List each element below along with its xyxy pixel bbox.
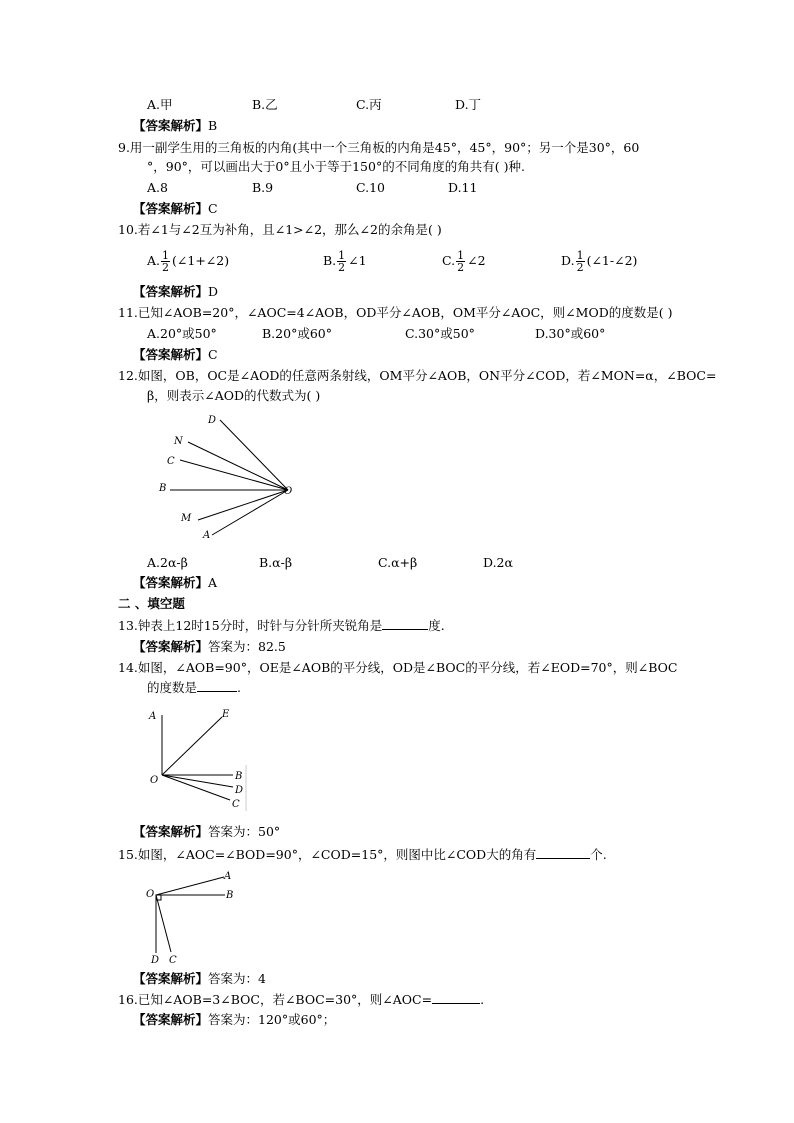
option-expr: (∠1-∠2) xyxy=(586,253,638,268)
ray-oe xyxy=(162,717,222,775)
ray-oa xyxy=(156,877,224,895)
answer-label: 【答案解析】 xyxy=(133,201,209,216)
label-d: D xyxy=(208,415,217,426)
label-o: O xyxy=(150,775,159,786)
answer-blank xyxy=(536,858,590,859)
fraction xyxy=(456,250,465,273)
option-letter: D. xyxy=(561,253,575,268)
label-o: O xyxy=(284,486,293,497)
q14-line1: 14.如图，∠AOB=90°，OE是∠AOB的平分线，OD是∠BOC的平分线，若∠EOD=70°，则∠BOC xyxy=(118,660,678,675)
answer-value: C xyxy=(208,347,218,362)
fraction-denominator: 2 xyxy=(338,261,346,274)
answer-label: 【答案解析】 xyxy=(133,347,209,362)
q10-option-a xyxy=(147,246,229,276)
ray-oc xyxy=(162,775,230,800)
label-c: C xyxy=(169,955,177,965)
answer-label: 【答案解析】 xyxy=(133,1012,209,1027)
label-d: D xyxy=(235,785,244,796)
answer-label: 【答案解析】 xyxy=(133,284,209,299)
answer-label: 【答案解析】 xyxy=(133,824,209,839)
label-b: B xyxy=(226,890,234,901)
q13-text-end: 度. xyxy=(428,618,445,633)
q10-option-c xyxy=(442,246,486,276)
q8-option-d: D.丁 xyxy=(455,97,482,112)
label-a: A xyxy=(203,530,211,541)
q11-answer xyxy=(133,347,218,363)
section-title: 二 、填空题 xyxy=(118,596,185,611)
q15-text-end: 个. xyxy=(590,847,607,862)
option-letter: A. xyxy=(147,253,161,268)
q9-line1: 9.用一副学生用的三角板的内角(其中一个三角板的内角是45°，45°，90°；另一个是30°，60 xyxy=(118,140,640,155)
q12-option-c: C.α+β xyxy=(378,555,418,570)
q16-text: 16.已知∠AOB=3∠BOC，若∠BOC=30°，则∠AOC= xyxy=(118,992,433,1007)
label-a: A xyxy=(149,711,157,722)
label-d: D xyxy=(151,955,160,965)
answer-value: C xyxy=(208,201,218,216)
q8-answer xyxy=(133,118,217,134)
fraction-numerator: 1 xyxy=(457,249,465,262)
answer-blank xyxy=(382,629,428,630)
q15-question xyxy=(118,847,607,863)
q8-option-c: C.丙 xyxy=(356,97,382,112)
q14-answer xyxy=(133,824,280,840)
label-e: E xyxy=(222,709,230,720)
ray-od xyxy=(162,775,233,787)
option-letter: C. xyxy=(442,253,456,268)
ray-od xyxy=(220,420,288,490)
ray-om xyxy=(198,490,288,520)
q11-option-b: B.20°或60° xyxy=(262,326,332,341)
label-m: M xyxy=(181,513,192,524)
answer-value: A xyxy=(208,575,218,590)
q11-question: 11.已知∠AOB=20°，∠AOC=4∠AOB，OD平分∠AOB，OM平分∠AOC，则∠MOD的度数是( ) xyxy=(118,305,673,320)
q13-answer xyxy=(133,639,286,655)
option-expr: ∠1 xyxy=(348,253,367,268)
q8-option-b: B.乙 xyxy=(252,97,278,112)
q11-option-c: C.30°或50° xyxy=(405,326,475,341)
answer-value: 答案为：4 xyxy=(208,971,266,986)
q16-question xyxy=(118,992,484,1008)
answer-label: 【答案解析】 xyxy=(133,971,209,986)
q12-option-a: A.2α-β xyxy=(147,555,188,570)
fraction xyxy=(161,250,170,273)
q15-answer xyxy=(133,971,266,987)
fraction-numerator: 1 xyxy=(338,249,346,262)
q9-option-c: C.10 xyxy=(356,180,385,195)
answer-value: B xyxy=(208,118,218,133)
q9-line2: °，90°，可以画出大于0°且小于等于150°的不同角度的角共有( )种. xyxy=(147,159,525,174)
q16-answer xyxy=(133,1012,335,1028)
fraction-numerator: 1 xyxy=(576,249,584,262)
q11-option-a: A.20°或50° xyxy=(147,326,217,341)
q9-answer xyxy=(133,201,218,217)
answer-value: 答案为：120°或60°； xyxy=(208,1012,336,1027)
q16-text-end: . xyxy=(480,992,485,1007)
q12-option-d: D.2α xyxy=(483,555,513,570)
label-b: B xyxy=(159,483,167,494)
q13-question xyxy=(118,618,445,634)
fraction xyxy=(337,250,346,273)
q10-answer xyxy=(133,284,218,300)
q15-text: 15.如图，∠AOC=∠BOD=90°，∠COD=15°，则图中比∠COD大的角有 xyxy=(118,847,537,862)
q14-text-end: . xyxy=(237,680,241,695)
answer-blank xyxy=(197,691,237,692)
label-n: N xyxy=(174,436,183,447)
answer-value: D xyxy=(208,284,219,299)
q12-answer xyxy=(133,575,217,591)
fraction-denominator: 2 xyxy=(576,261,584,274)
label-c: C xyxy=(232,799,240,810)
answer-value: 答案为：50° xyxy=(208,824,281,839)
q9-option-b: B.9 xyxy=(252,180,274,195)
q15-figure xyxy=(140,867,245,965)
q11-option-d: D.30°或60° xyxy=(535,326,606,341)
q12-line2: β，则表示∠AOD的代数式为( ) xyxy=(147,388,321,403)
q14-line2 xyxy=(147,680,241,696)
q12-figure xyxy=(150,410,310,545)
label-c: C xyxy=(167,456,175,467)
label-a: A xyxy=(224,871,232,882)
answer-label: 【答案解析】 xyxy=(133,575,209,590)
q9-option-d: D.11 xyxy=(448,180,478,195)
answer-label: 【答案解析】 xyxy=(133,118,209,133)
q13-text: 13.钟表上12时15分时，时针与分针所夹锐角是 xyxy=(118,618,383,633)
fraction-denominator: 2 xyxy=(162,261,170,274)
fraction xyxy=(576,250,585,273)
answer-blank xyxy=(432,1003,480,1004)
q14-text: 的度数是 xyxy=(147,680,198,695)
option-expr: ∠2 xyxy=(467,253,486,268)
q9-option-a: A.8 xyxy=(147,180,168,195)
label-o: O xyxy=(146,889,155,900)
ray-oc xyxy=(156,895,171,952)
q10-option-b xyxy=(323,246,367,276)
fraction-numerator: 1 xyxy=(162,249,170,262)
answer-label: 【答案解析】 xyxy=(133,639,209,654)
q10-option-d xyxy=(561,246,637,276)
option-expr: (∠1+∠2) xyxy=(172,253,230,268)
ray-oa xyxy=(212,490,288,535)
label-b: B xyxy=(235,771,243,782)
option-letter: B. xyxy=(323,253,337,268)
q14-figure xyxy=(140,703,255,815)
q12-line1: 12.如图，OB，OC是∠AOD的任意两条射线，OM平分∠AOB，ON平分∠COD，若∠MON=α，∠BOC= xyxy=(118,368,717,383)
q12-option-b: B.α-β xyxy=(259,555,293,570)
fraction-denominator: 2 xyxy=(457,261,465,274)
q8-option-a: A.甲 xyxy=(147,97,173,112)
q10-question: 10.若∠1与∠2互为补角，且∠1>∠2，那么∠2的余角是( ) xyxy=(118,222,442,237)
answer-value: 答案为：82.5 xyxy=(208,639,286,654)
